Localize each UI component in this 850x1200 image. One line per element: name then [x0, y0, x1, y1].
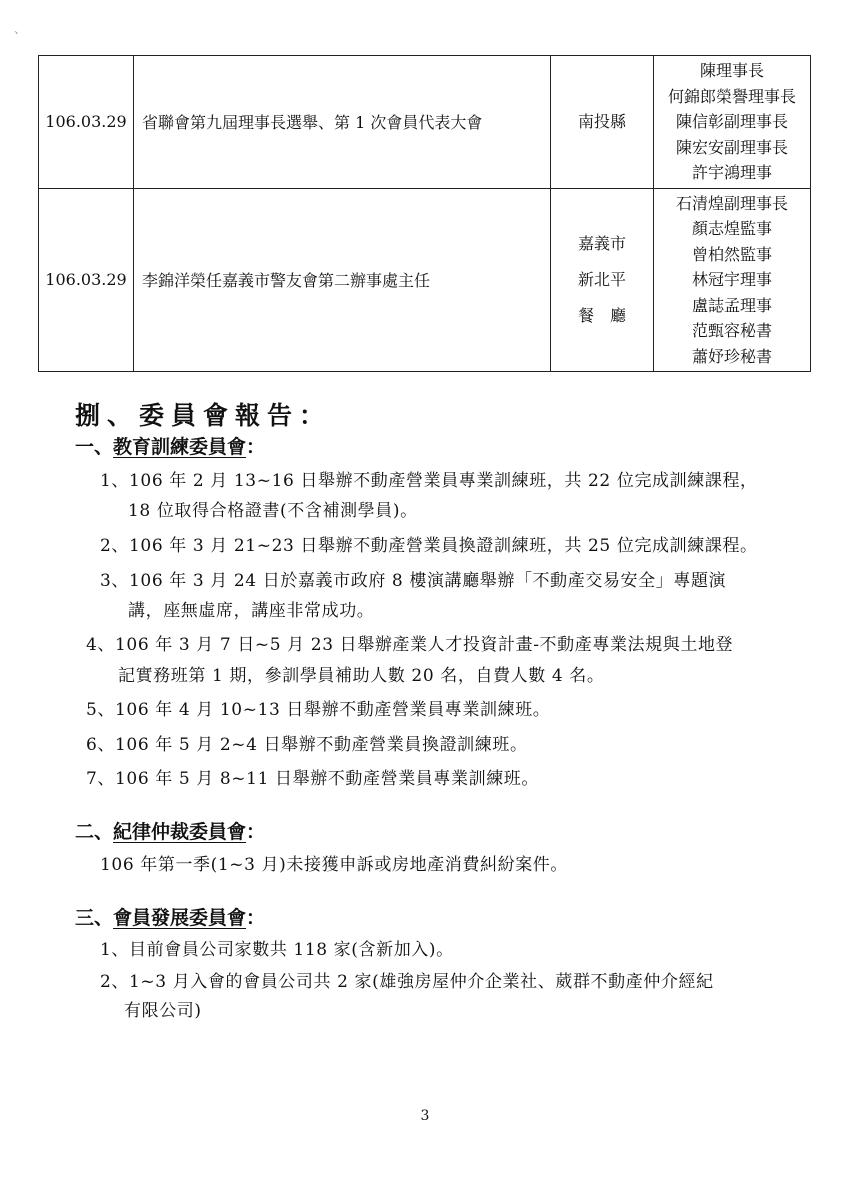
heading-colon: ：	[246, 821, 266, 843]
list-item: 4、106 年 3 月 7 日~5 月 23 日舉辦產業人才投資計畫-不動產專業法規與土地登	[86, 635, 734, 655]
committee-heading-education	[75, 432, 265, 459]
list-item-continuation: 講，座無虛席，講座非常成功。	[128, 601, 375, 621]
committee-heading-discipline	[75, 817, 265, 844]
list-item-continuation: 18 位取得合格證書(不含補測學員)。	[128, 501, 418, 521]
list-item: 6、106 年 5 月 2~4 日舉辦不動產營業員換證訓練班。	[86, 735, 528, 755]
event-place	[551, 188, 654, 372]
heading-prefix: 三、	[75, 907, 114, 929]
attendee: 許宇鴻理事	[691, 163, 772, 182]
heading-prefix: 二、	[75, 821, 114, 843]
list-item: 2、1~3 月入會的會員公司共 2 家(雄強房屋仲介企業社、葳群不動產仲介經紀	[100, 972, 714, 992]
list-item: 3、106 年 3 月 24 日於嘉義市政府 8 樓演講廳舉辦「不動產交易安全」專題演	[100, 571, 727, 591]
attendee: 陳信彰副理事長	[675, 112, 788, 131]
heading-title: 會員發展委員會	[113, 907, 247, 929]
attendee: 石清煌副理事長	[675, 193, 788, 213]
list-item: 1、106 年 2 月 13~16 日舉辦不動產營業員專業訓練班，共 22 位完成訓練課程，	[100, 471, 758, 491]
list-item-continuation: 記實務班第 1 期，參訓學員補助人數 20 名，自費人數 4 名。	[118, 666, 605, 686]
heading-title: 教育訓練委員會	[113, 436, 247, 458]
event-attendees	[654, 56, 811, 189]
attendee: 陳宏安副理事長	[675, 137, 788, 157]
place-line: 嘉義市	[577, 233, 626, 253]
list-item: 5、106 年 4 月 10~13 日舉辦不動產營業員專業訓練班。	[86, 700, 551, 720]
attendee: 蕭妤珍秘書	[691, 346, 772, 366]
event-place	[551, 56, 654, 189]
event-date: 106.03.29	[39, 56, 134, 189]
place-line: 新北平	[577, 269, 626, 289]
list-item: 2、106 年 3 月 21~23 日舉辦不動產營業員換證訓練班，共 25 位完成訓練課程。	[100, 536, 758, 556]
heading-title: 紀律仲裁委員會	[113, 821, 247, 843]
attendee: 何錦郎榮譽理事長	[667, 86, 796, 106]
event-date: 106.03.29	[39, 188, 134, 372]
committee-heading-membership	[75, 903, 265, 930]
list-item-continuation: 有限公司)	[124, 1001, 202, 1021]
section-title: 捌、委員會報告：	[75, 401, 332, 430]
page-number: 3	[420, 1108, 430, 1124]
event-attendees	[654, 188, 811, 372]
scan-mark: 、	[14, 22, 27, 36]
table-row	[39, 56, 811, 189]
list-item: 7、106 年 5 月 8~11 日舉辦不動產營業員專業訓練班。	[86, 769, 539, 789]
attendee: 顏志煌監事	[691, 219, 772, 238]
committee-text: 106 年第一季(1~3 月)未接獲申訴或房地產消費糾紛案件。	[100, 855, 568, 875]
attendee: 陳理事長	[699, 61, 764, 80]
place-line: 南投縣	[577, 111, 626, 131]
attendee: 范甄容秘書	[691, 321, 772, 340]
attendee: 林冠宇理事	[691, 270, 772, 289]
event-description: 省聯會第九屆理事長選舉、第 1 次會員代表大會	[134, 56, 551, 189]
heading-colon: ：	[246, 436, 266, 458]
event-description: 李錦洋榮任嘉義市警友會第二辦事處主任	[134, 188, 551, 372]
list-item: 1、目前會員公司家數共 118 家(含新加入)。	[100, 940, 454, 960]
heading-prefix: 一、	[75, 436, 114, 458]
attendee: 盧誌孟理事	[691, 295, 772, 315]
place-line: 餐 廳	[577, 305, 626, 325]
table-row	[39, 188, 811, 372]
attendee: 曾柏然監事	[691, 244, 772, 264]
events-table	[38, 55, 811, 372]
heading-colon: ：	[246, 907, 266, 929]
